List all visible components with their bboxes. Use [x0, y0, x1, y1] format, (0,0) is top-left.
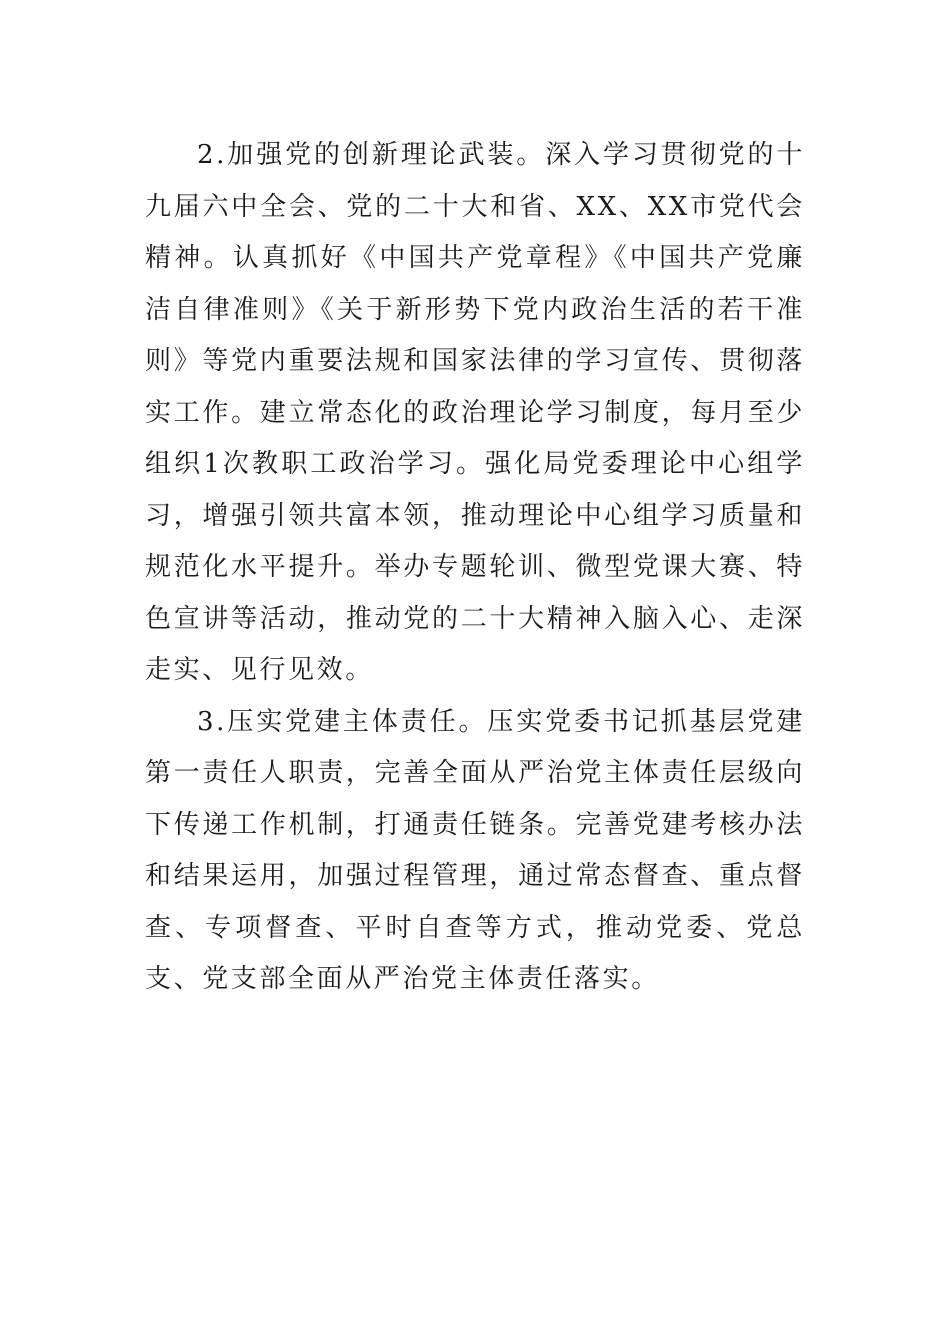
paragraph-party-responsibility: 3.压实党建主体责任。压实党委书记抓基层党建第一责任人职责，完善全面从严治党主体责任层级向下传递工作机制，打通责任链条。完善党建考核办法和结果运用，加强过程管理，通过常态督查、重点督查、专项督查、平时自查等方式，推动党委、党总支、党支部全面从严治党主体责任落实。 [145, 706, 805, 994]
paragraph-theory-study: 2.加强党的创新理论武装。深入学习贯彻党的十九届六中全会、党的二十大和省、XX、XX市党代会精神。认真抓好《中国共产党章程》《中国共产党廉洁自律准则》《关于新形势下党内政治生活的若干准则》等党内重要法规和国家法律的学习宣传、贯彻落实工作。建立常态化的政治理论学习制度，每月至少组织1次教职工政治学习。强化局党委理论中心组学习，增强引领共富本领，推动理论中心组学习质量和规范化水平提升。举办专题轮训、微型党课大赛、特色宣讲等活动，推动党的二十大精神入脑入心、走深走实、见行见效。 [145, 140, 805, 685]
document-body [145, 130, 805, 1006]
